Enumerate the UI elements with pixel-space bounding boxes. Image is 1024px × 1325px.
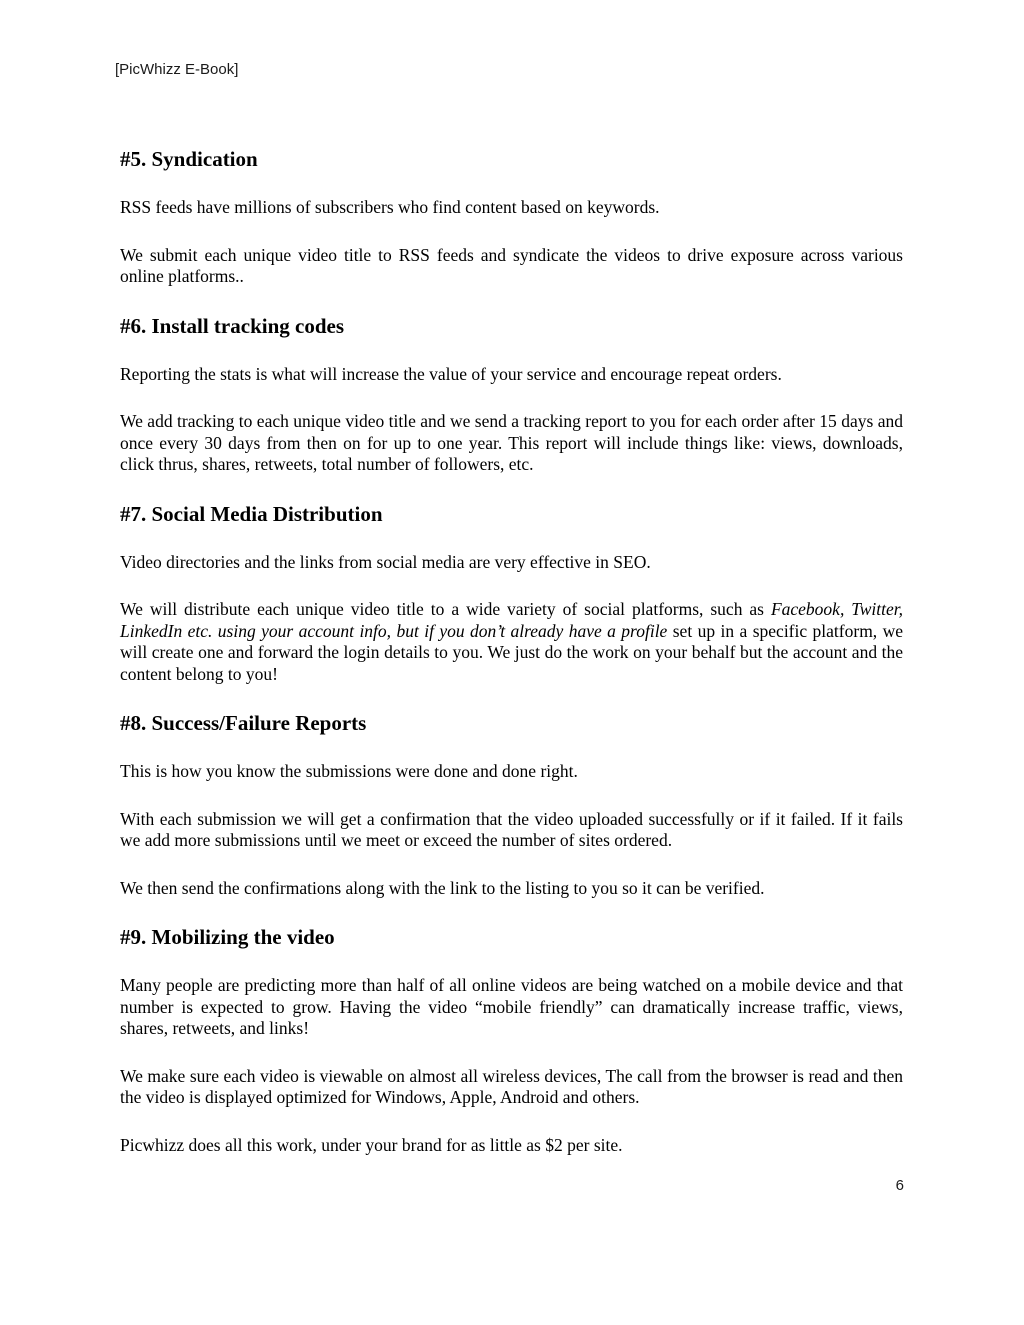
text-run: set up in a specific platform, we will create one and forward the login details to you. We just do the work on your behalf but the account and the content belong to you! <box>120 620 903 684</box>
section-heading: #7. Social Media Distribution <box>120 501 383 526</box>
text-run: We then send the confirmations along with the link to the listing to you so it can be verified. <box>120 877 765 898</box>
paragraph <box>120 1066 903 1109</box>
paragraph <box>120 364 903 386</box>
paragraph <box>120 761 903 783</box>
text-run: Video directories and the links from social media are very effective in SEO. <box>120 551 651 572</box>
text-run: Many people are predicting more than half of all online videos are being watched on a mobile device and that number is expected to grow. Having the video “mobile friendly” can dramatically increase traffic, views, shares, retweets, and links! <box>120 975 903 1038</box>
paragraph <box>120 245 903 288</box>
paragraph <box>120 552 903 574</box>
text-run: RSS feeds have millions of subscribers who find content based on keywords. <box>120 197 660 217</box>
text-run: We submit each unique video title to RSS feeds and syndicate the videos to drive exposure across various online platforms.. <box>120 244 903 286</box>
text-run: Reporting the stats is what will increase the value of your service and encourage repeat orders. <box>120 363 782 384</box>
paragraph <box>120 411 903 476</box>
section-heading: #8. Success/Failure Reports <box>120 711 367 735</box>
section-heading: #6. Install tracking codes <box>120 313 345 338</box>
section-heading: #9. Mobilizing the video <box>120 925 335 949</box>
page-number: 6 <box>895 1177 904 1194</box>
italic-text-run: Facebook, Twitter, LinkedIn etc. using your account info, but if you don’t already have a profile <box>120 599 903 641</box>
paragraph <box>120 809 903 852</box>
paragraph <box>120 1135 903 1157</box>
section-heading: #5. Syndication <box>120 147 258 171</box>
text-run: This is how you know the submissions were done and done right. <box>120 761 578 781</box>
document-content <box>120 147 903 1156</box>
paragraph <box>120 599 903 685</box>
text-run: We will distribute each unique video title to a wide variety of social platforms, such as <box>120 599 771 619</box>
paragraph <box>120 197 903 219</box>
text-run: Picwhizz does all this work, under your brand for as little as $2 per site. <box>120 1134 623 1155</box>
paragraph <box>120 878 903 900</box>
text-run: We add tracking to each unique video title and we send a tracking report to you for each order after 15 days and once every 30 days from then on for up to one year. This report will include things like: views, downloads, click thrus, shares, retweets, total number of followers, etc. <box>120 411 903 474</box>
text-run: We make sure each video is viewable on almost all wireless devices, The call from the browser is read and then the video is displayed optimized for Windows, Apple, Android and others. <box>120 1065 903 1107</box>
text-run: With each submission we will get a confirmation that the video uploaded successfully or if it failed. If it fails we add more submissions until we meet or exceed the number of sites ordered. <box>120 808 903 850</box>
paragraph <box>120 975 903 1040</box>
running-header: [PicWhizz E-Book] <box>115 61 239 78</box>
